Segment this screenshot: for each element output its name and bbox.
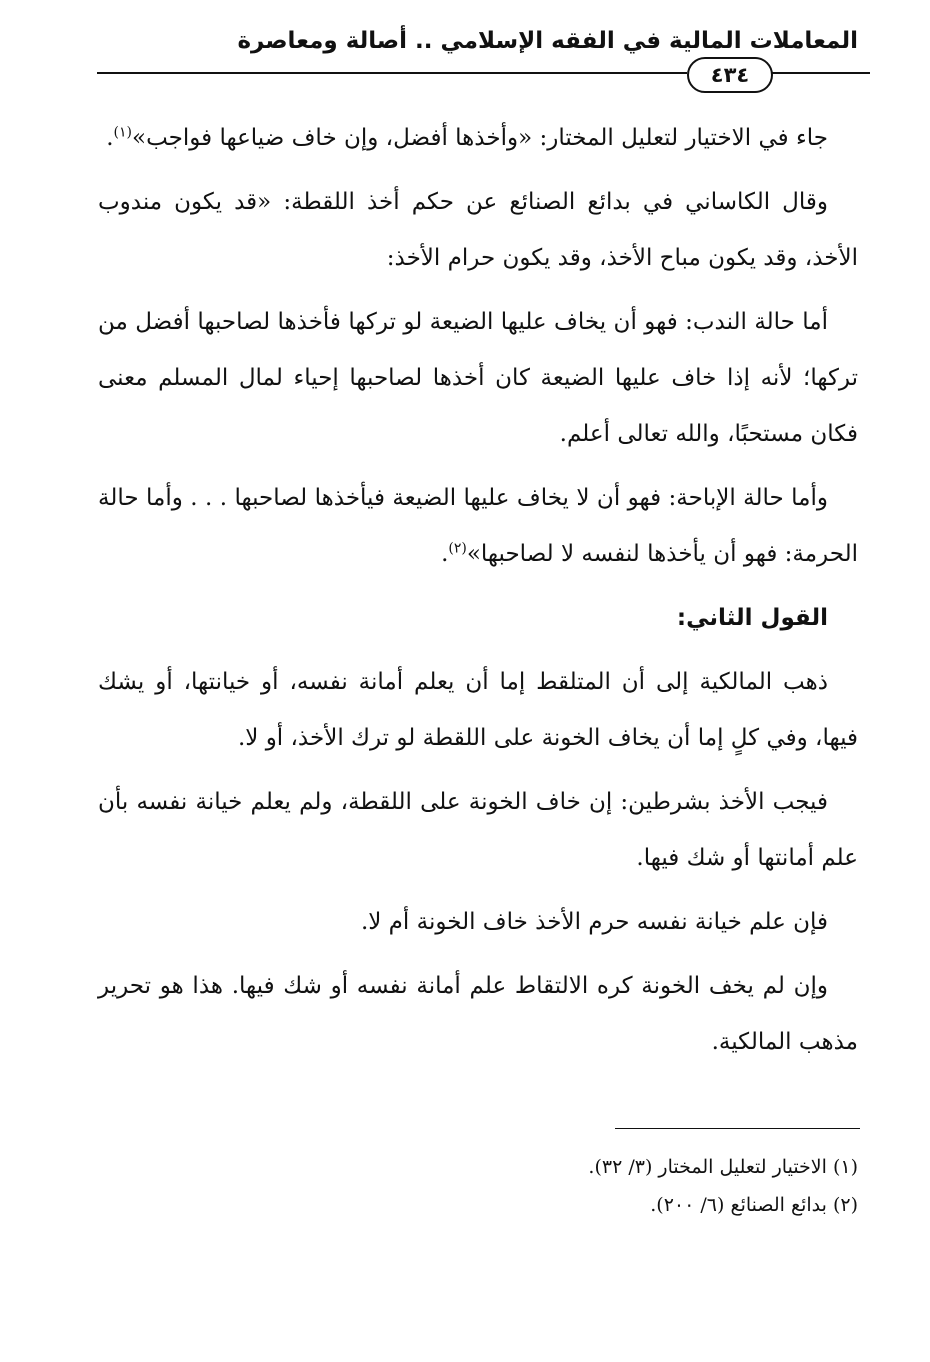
page-number: ٤٣٤ — [687, 57, 773, 93]
paragraph: جاء في الاختيار لتعليل المختار: «وأخذها أفضل، وإن خاف ضياعها فواجب»$^{(١)}$. — [106, 124, 828, 151]
paragraph: وأما حالة الإباحة: فهو أن لا يخاف عليها الضيعة فيأخذها لصاحبها . . . وأما حالة الحرمة: فهو أن يأخذها لنفسه لا لصاحبها»$^{(٢)}$. — [98, 485, 858, 567]
paragraph: وقال الكاساني في بدائع الصنائع عن حكم أخذ اللقطة: «قد يكون مندوب الأخذ، وقد يكون مباح الأخذ، وقد يكون حرام الأخذ: — [98, 189, 858, 271]
paragraph: فإن علم خيانة نفسه حرم الأخذ خاف الخونة أم لا. — [360, 909, 828, 935]
footnotes — [98, 1148, 858, 1224]
paragraph: وإن لم يخف الخونة كره الالتقاط علم أمانة نفسه أو شك فيها. هذا هو تحرير مذهب المالكية. — [98, 973, 858, 1055]
header-rule-left — [97, 72, 687, 74]
footnote-separator — [615, 1128, 860, 1129]
paragraph: فيجب الأخذ بشرطين: إن خاف الخونة على اللقطة، ولم يعلم خيانة نفسه بأن علم أمانتها أو شك فيها. — [98, 789, 858, 871]
body-text — [98, 110, 858, 1078]
paragraph: ذهب المالكية إلى أن المتلقط إما أن يعلم أمانة نفسه، أو خيانتها، أو يشك فيها، وفي كلٍ إما أن يخاف الخونة على اللقطة لو ترك الأخذ، أو لا. — [98, 669, 858, 751]
footnote: (٢) بدائع الصنائع (٦/ ٢٠٠). — [650, 1194, 858, 1216]
footnote: (١) الاختيار لتعليل المختار (٣/ ٣٢). — [588, 1156, 858, 1178]
paragraph: أما حالة الندب: فهو أن يخاف عليها الضيعة لو تركها فأخذها لصاحبها أفضل من تركها؛ لأنه إذا خاف عليها الضيعة كان أخذها لصاحبها إحياء لمال المسلم معنى فكان مستحبًا، والله تعالى أعلم. — [98, 309, 858, 447]
header-rule-right — [770, 72, 870, 74]
footnote-ref: (١) — [113, 124, 133, 141]
footnote-ref: (٢) — [448, 540, 467, 557]
running-title: المعاملات المالية في الفقه الإسلامي .. أصالة ومعاصرة — [237, 28, 858, 54]
section-heading: القول الثاني: — [676, 605, 828, 631]
